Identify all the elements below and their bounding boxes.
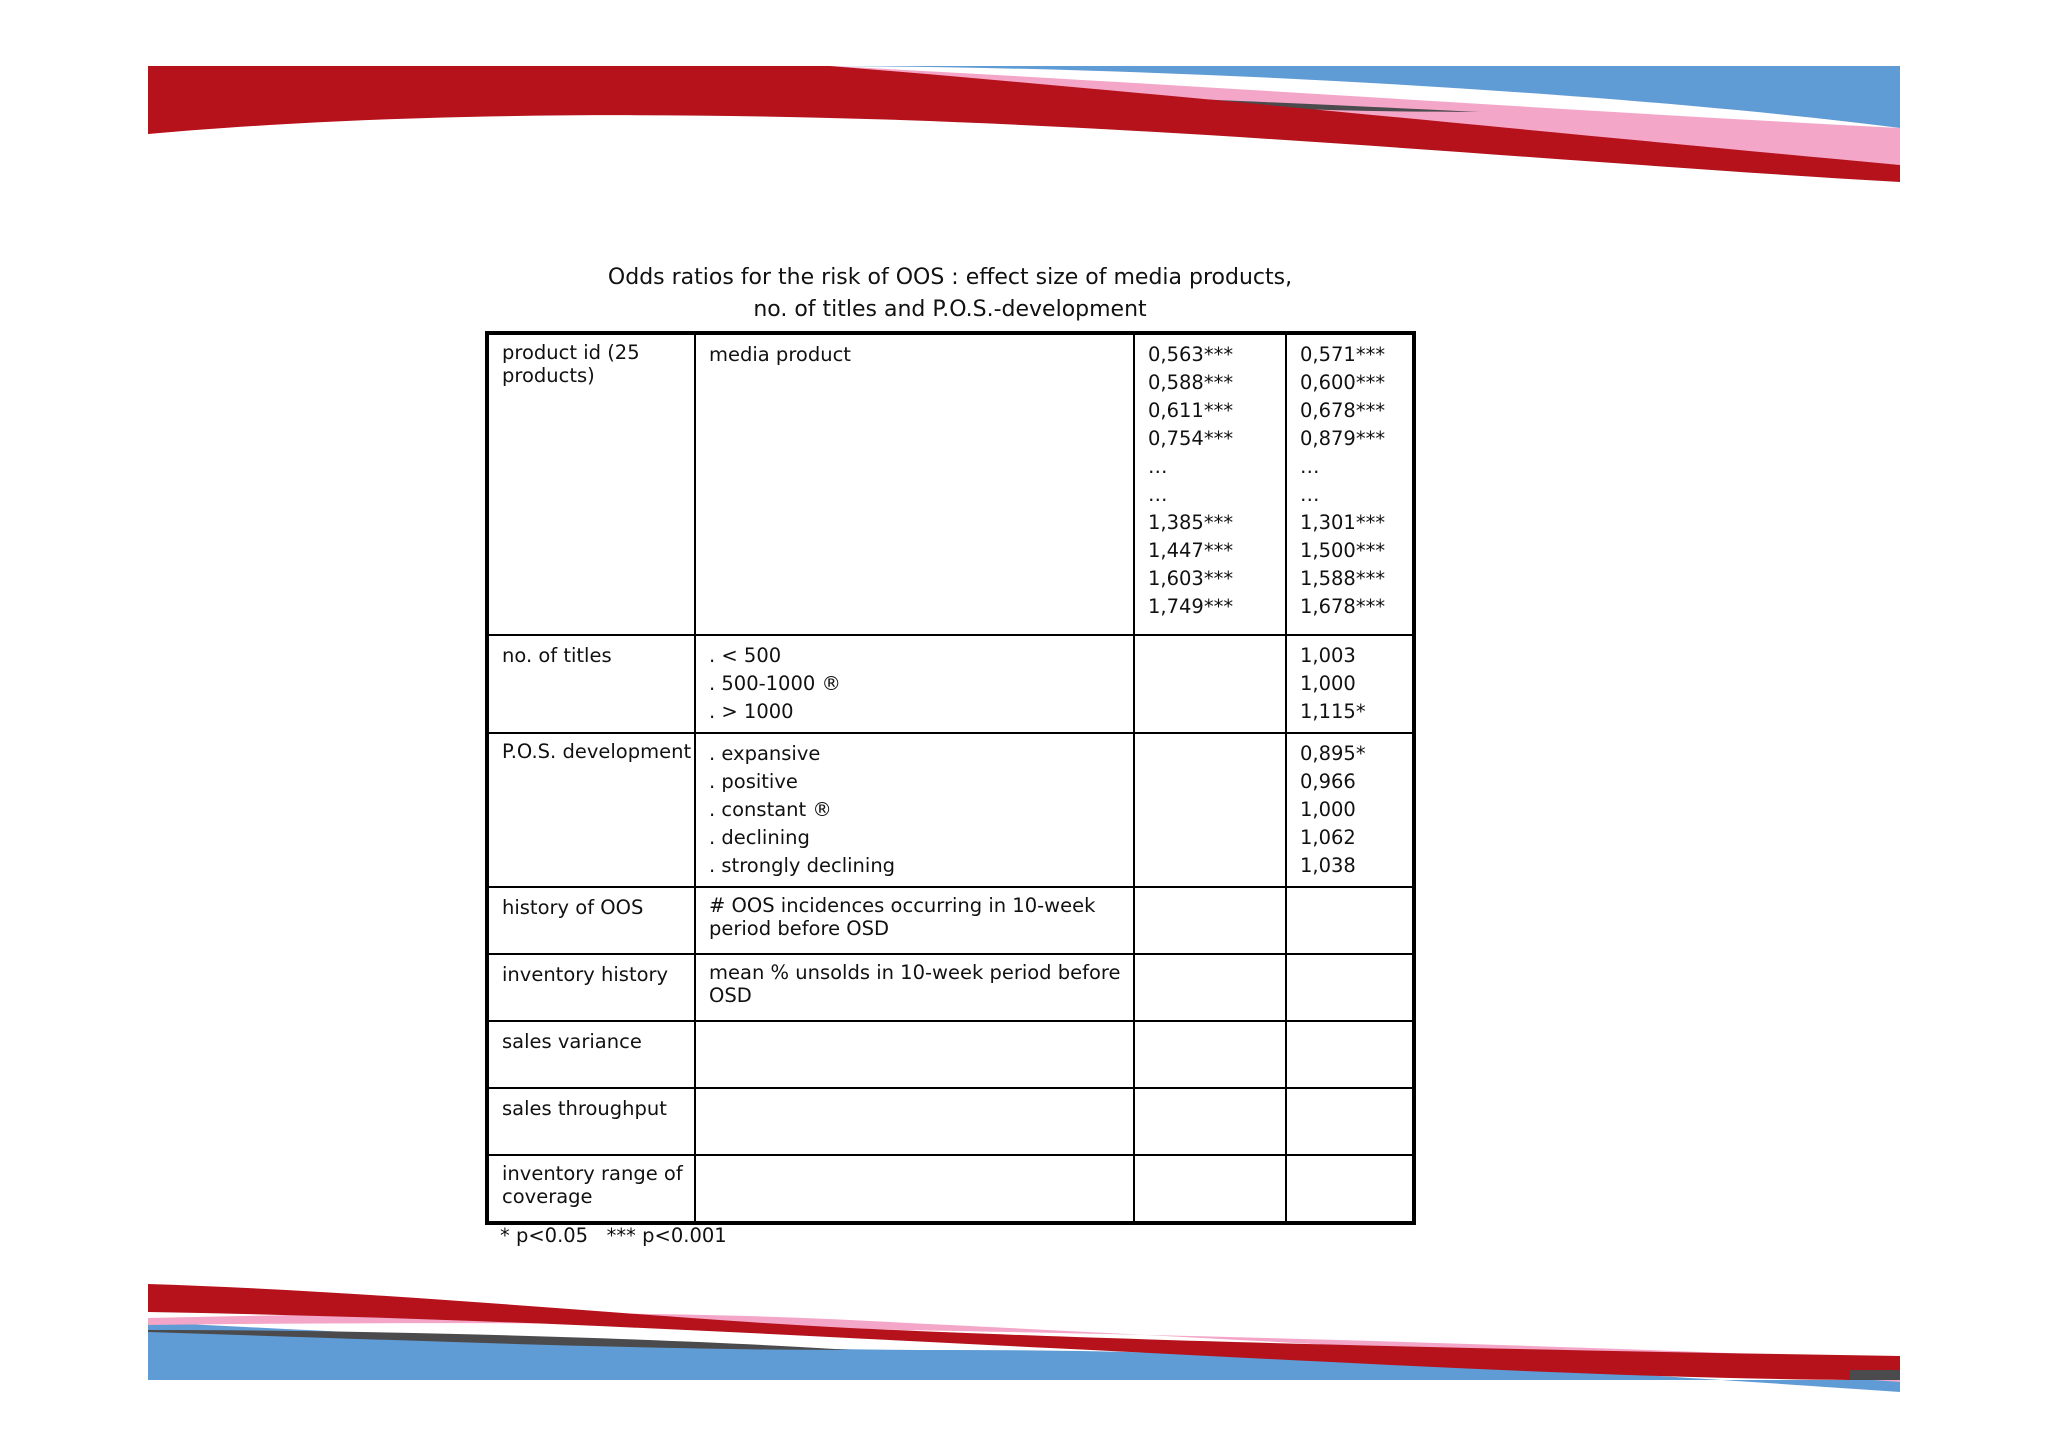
header-wave-decoration: [0, 0, 2048, 200]
row-label-inventory: inventory history: [487, 954, 695, 1021]
value-cell: 0,678***: [1300, 399, 1386, 422]
odds-ratio-table: [485, 331, 1416, 1225]
table-row-product: [487, 333, 1414, 635]
table-row-throughput: [487, 1088, 1414, 1155]
category-label: . constant ®: [709, 798, 832, 821]
empty-cell: [1134, 887, 1286, 954]
value-cell: 1,115*: [1300, 700, 1366, 723]
empty-cell: [1286, 954, 1414, 1021]
row-label-coverage: inventory range of coverage: [487, 1155, 695, 1223]
value-cell: 0,611***: [1148, 399, 1234, 422]
value-cell: 0,588***: [1148, 371, 1234, 394]
row-label-history: history of OOS: [487, 887, 695, 954]
pos-values-col4: [1286, 733, 1414, 887]
row-label-titles: no. of titles: [487, 635, 695, 733]
empty-cell: [695, 1155, 1134, 1223]
empty-cell: [1286, 1021, 1414, 1088]
row-desc-history: # OOS incidences occurring in 10-week period before OSD: [695, 887, 1134, 954]
value-cell: 1,603***: [1148, 567, 1234, 590]
row-desc-pos: [695, 733, 1134, 887]
empty-cell: [1134, 733, 1286, 887]
category-label: . positive: [709, 770, 798, 793]
row-desc-titles: [695, 635, 1134, 733]
empty-cell: [1134, 1155, 1286, 1223]
title-line-2: no. of titles and P.O.S.-development: [753, 297, 1147, 322]
category-label: . < 500: [709, 644, 782, 667]
table-row-titles: [487, 635, 1414, 733]
category-label: . strongly declining: [709, 854, 896, 877]
empty-cell: [1286, 1088, 1414, 1155]
row-label-product: product id (25 products): [487, 333, 695, 635]
product-values-col3: [1134, 333, 1286, 635]
titles-values-col4: [1286, 635, 1414, 733]
value-cell: 1,000: [1300, 798, 1356, 821]
table-row-pos: [487, 733, 1414, 887]
table-row-variance: [487, 1021, 1414, 1088]
value-cell: 1,678***: [1300, 595, 1386, 618]
value-cell: 0,600***: [1300, 371, 1386, 394]
empty-cell: [1286, 1155, 1414, 1223]
table-title: [0, 262, 1900, 326]
empty-cell: [695, 1088, 1134, 1155]
value-cell: 0,966: [1300, 770, 1356, 793]
value-cell: …: [1300, 483, 1320, 506]
empty-cell: [1134, 1088, 1286, 1155]
row-desc-inventory: mean % unsolds in 10-week period before OSD: [695, 954, 1134, 1021]
value-cell: 1,038: [1300, 854, 1356, 877]
product-values-col4: [1286, 333, 1414, 635]
footer-wave-decoration: [0, 1270, 2048, 1447]
value-cell: 1,447***: [1148, 539, 1234, 562]
category-label: . declining: [709, 826, 810, 849]
value-cell: 0,895*: [1300, 742, 1366, 765]
row-label-pos: P.O.S. development: [487, 733, 695, 887]
value-cell: …: [1148, 483, 1168, 506]
value-cell: 1,749***: [1148, 595, 1234, 618]
value-cell: 0,754***: [1148, 427, 1234, 450]
empty-cell: [1286, 887, 1414, 954]
row-desc-product: media product: [695, 333, 1134, 635]
empty-cell: [695, 1021, 1134, 1088]
row-label-throughput: sales throughput: [487, 1088, 695, 1155]
value-cell: 1,588***: [1300, 567, 1386, 590]
value-cell: 1,301***: [1300, 511, 1386, 534]
value-cell: 0,563***: [1148, 343, 1234, 366]
category-label: . expansive: [709, 742, 821, 765]
value-cell: 1,003: [1300, 644, 1356, 667]
table-row-inventory: [487, 954, 1414, 1021]
title-line-1: Odds ratios for the risk of OOS : effect size of media products,: [607, 265, 1293, 290]
value-cell: 1,000: [1300, 672, 1356, 695]
empty-cell: [1134, 1021, 1286, 1088]
table-row-history: [487, 887, 1414, 954]
value-cell: 0,571***: [1300, 343, 1386, 366]
row-label-variance: sales variance: [487, 1021, 695, 1088]
category-label: . 500-1000 ®: [709, 672, 841, 695]
value-cell: …: [1148, 455, 1168, 478]
value-cell: 1,385***: [1148, 511, 1234, 534]
value-cell: 0,879***: [1300, 427, 1386, 450]
empty-cell: [1134, 954, 1286, 1021]
value-cell: …: [1300, 455, 1320, 478]
category-label: . > 1000: [709, 700, 794, 723]
empty-cell: [1134, 635, 1286, 733]
significance-footnote: * p<0.05 *** p<0.001: [500, 1224, 727, 1247]
table-row-coverage: [487, 1155, 1414, 1223]
value-cell: 1,062: [1300, 826, 1356, 849]
value-cell: 1,500***: [1300, 539, 1386, 562]
